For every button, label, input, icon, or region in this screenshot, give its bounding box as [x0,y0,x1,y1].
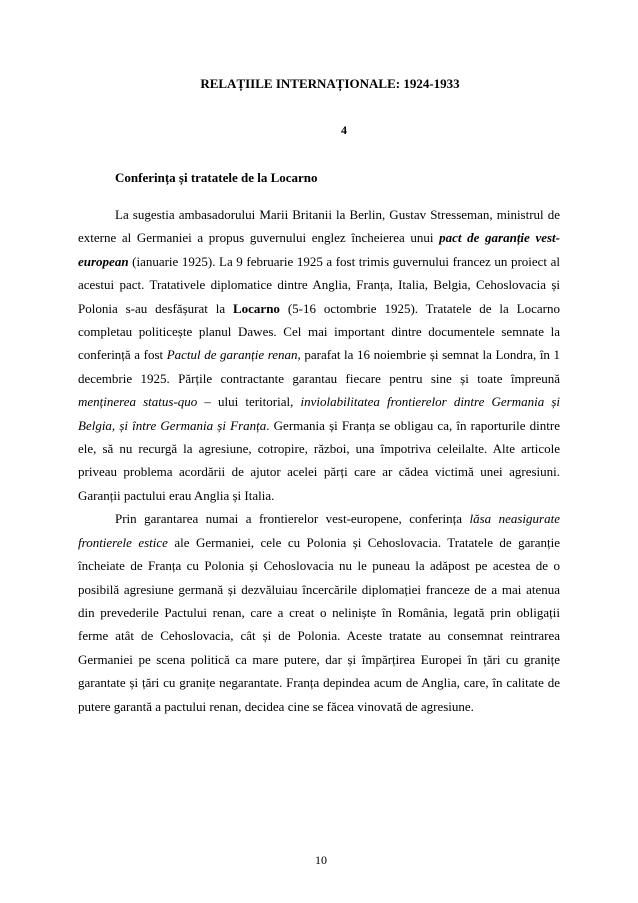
text-run: ale Germaniei, cele cu Polonia și Cehoslovacia. Tratatele de garanție încheiate de Franța cu Polonia și Cehoslovacia nu le puneau la adăpost pe acestea de o posibilă agresiune germană și dezvăluiau încercările diplomației franceze de a mai atenua din prevederile Pactului renan, care a creat o neliniște în România, legată prin obligații ferme atât de Cehoslovacia, cât și de Polonia. Aceste tratate au consemnat reintrarea Germaniei pe scena politică ca mare putere, dar și împărțirea Europei în țări cu granițe garantate și țări cu granițe negarantate. Franța depindea acum de Anglia, care, în calitate de putere garantă a pactului renan, decidea cine se făcea vinovată de agresiune. [78,534,560,714]
text-run: . Germania și Franța se obligau ca, în raporturile dintre ele, să nu recurgă la agresiune, cotropire, război, una împotriva celeilalte. Alte articole priveau problema acordării de ajutor acelei părți care ar cădea victimă unei agresiuni. Garanții pactului erau Anglia și Italia. [78,417,560,503]
paragraph-1 [78,203,560,507]
page-number: 10 [315,853,327,867]
emphasis-italic: menținerea status-quo [78,394,198,410]
emphasis-bold: Locarno [232,300,280,316]
emphasis-italic: inviolabilitatea frontierelor dintre Germania și Belgia, și între Germania și Franța [78,394,561,433]
text-run: , parafat la 16 noiembrie și semnat la Londra, în 1 decembrie 1925. Părțile contractante garantau fiecare pentru sine și toate împreună [78,347,561,386]
emphasis-bold-italic: pact de garanție vest-european [78,230,560,269]
text-run: – ului teritorial, [197,394,301,410]
text-run: (ianuarie 1925). La 9 februarie 1925 a fost trimis guvernului francez un proiect al acestui pact. Tratativele diplomatice dintre Anglia, Franța, Italia, Belgia, Cehoslovacia și Polonia s-au desfășurat la [78,253,560,316]
text-run: Prin garantarea numai a frontierelor vest-europene, conferința [115,511,470,527]
chapter-number: 4 [341,123,347,137]
emphasis-italic: lăsa neasigurate frontierele estice [78,511,560,550]
text-run: (5-16 octombrie 1925). Tratatele de la Locarno completau politicește planul Dawes. Cel mai important dintre documentele semnate la conferință a fost [78,300,560,363]
emphasis-italic: Pactul de garanție renan [166,347,298,363]
page-title: RELAȚIILE INTERNAȚIONALE: 1924-1933 [200,76,460,91]
paragraph-2 [78,507,560,718]
text-run: La sugestia ambasadorului Marii Britanii la Berlin, Gustav Stresseman, ministrul de externe al Germaniei a propus guvernului englez încheierea unui [78,207,560,246]
body-text [78,203,560,718]
section-heading: Conferința și tratatele de la Locarno [115,170,318,185]
